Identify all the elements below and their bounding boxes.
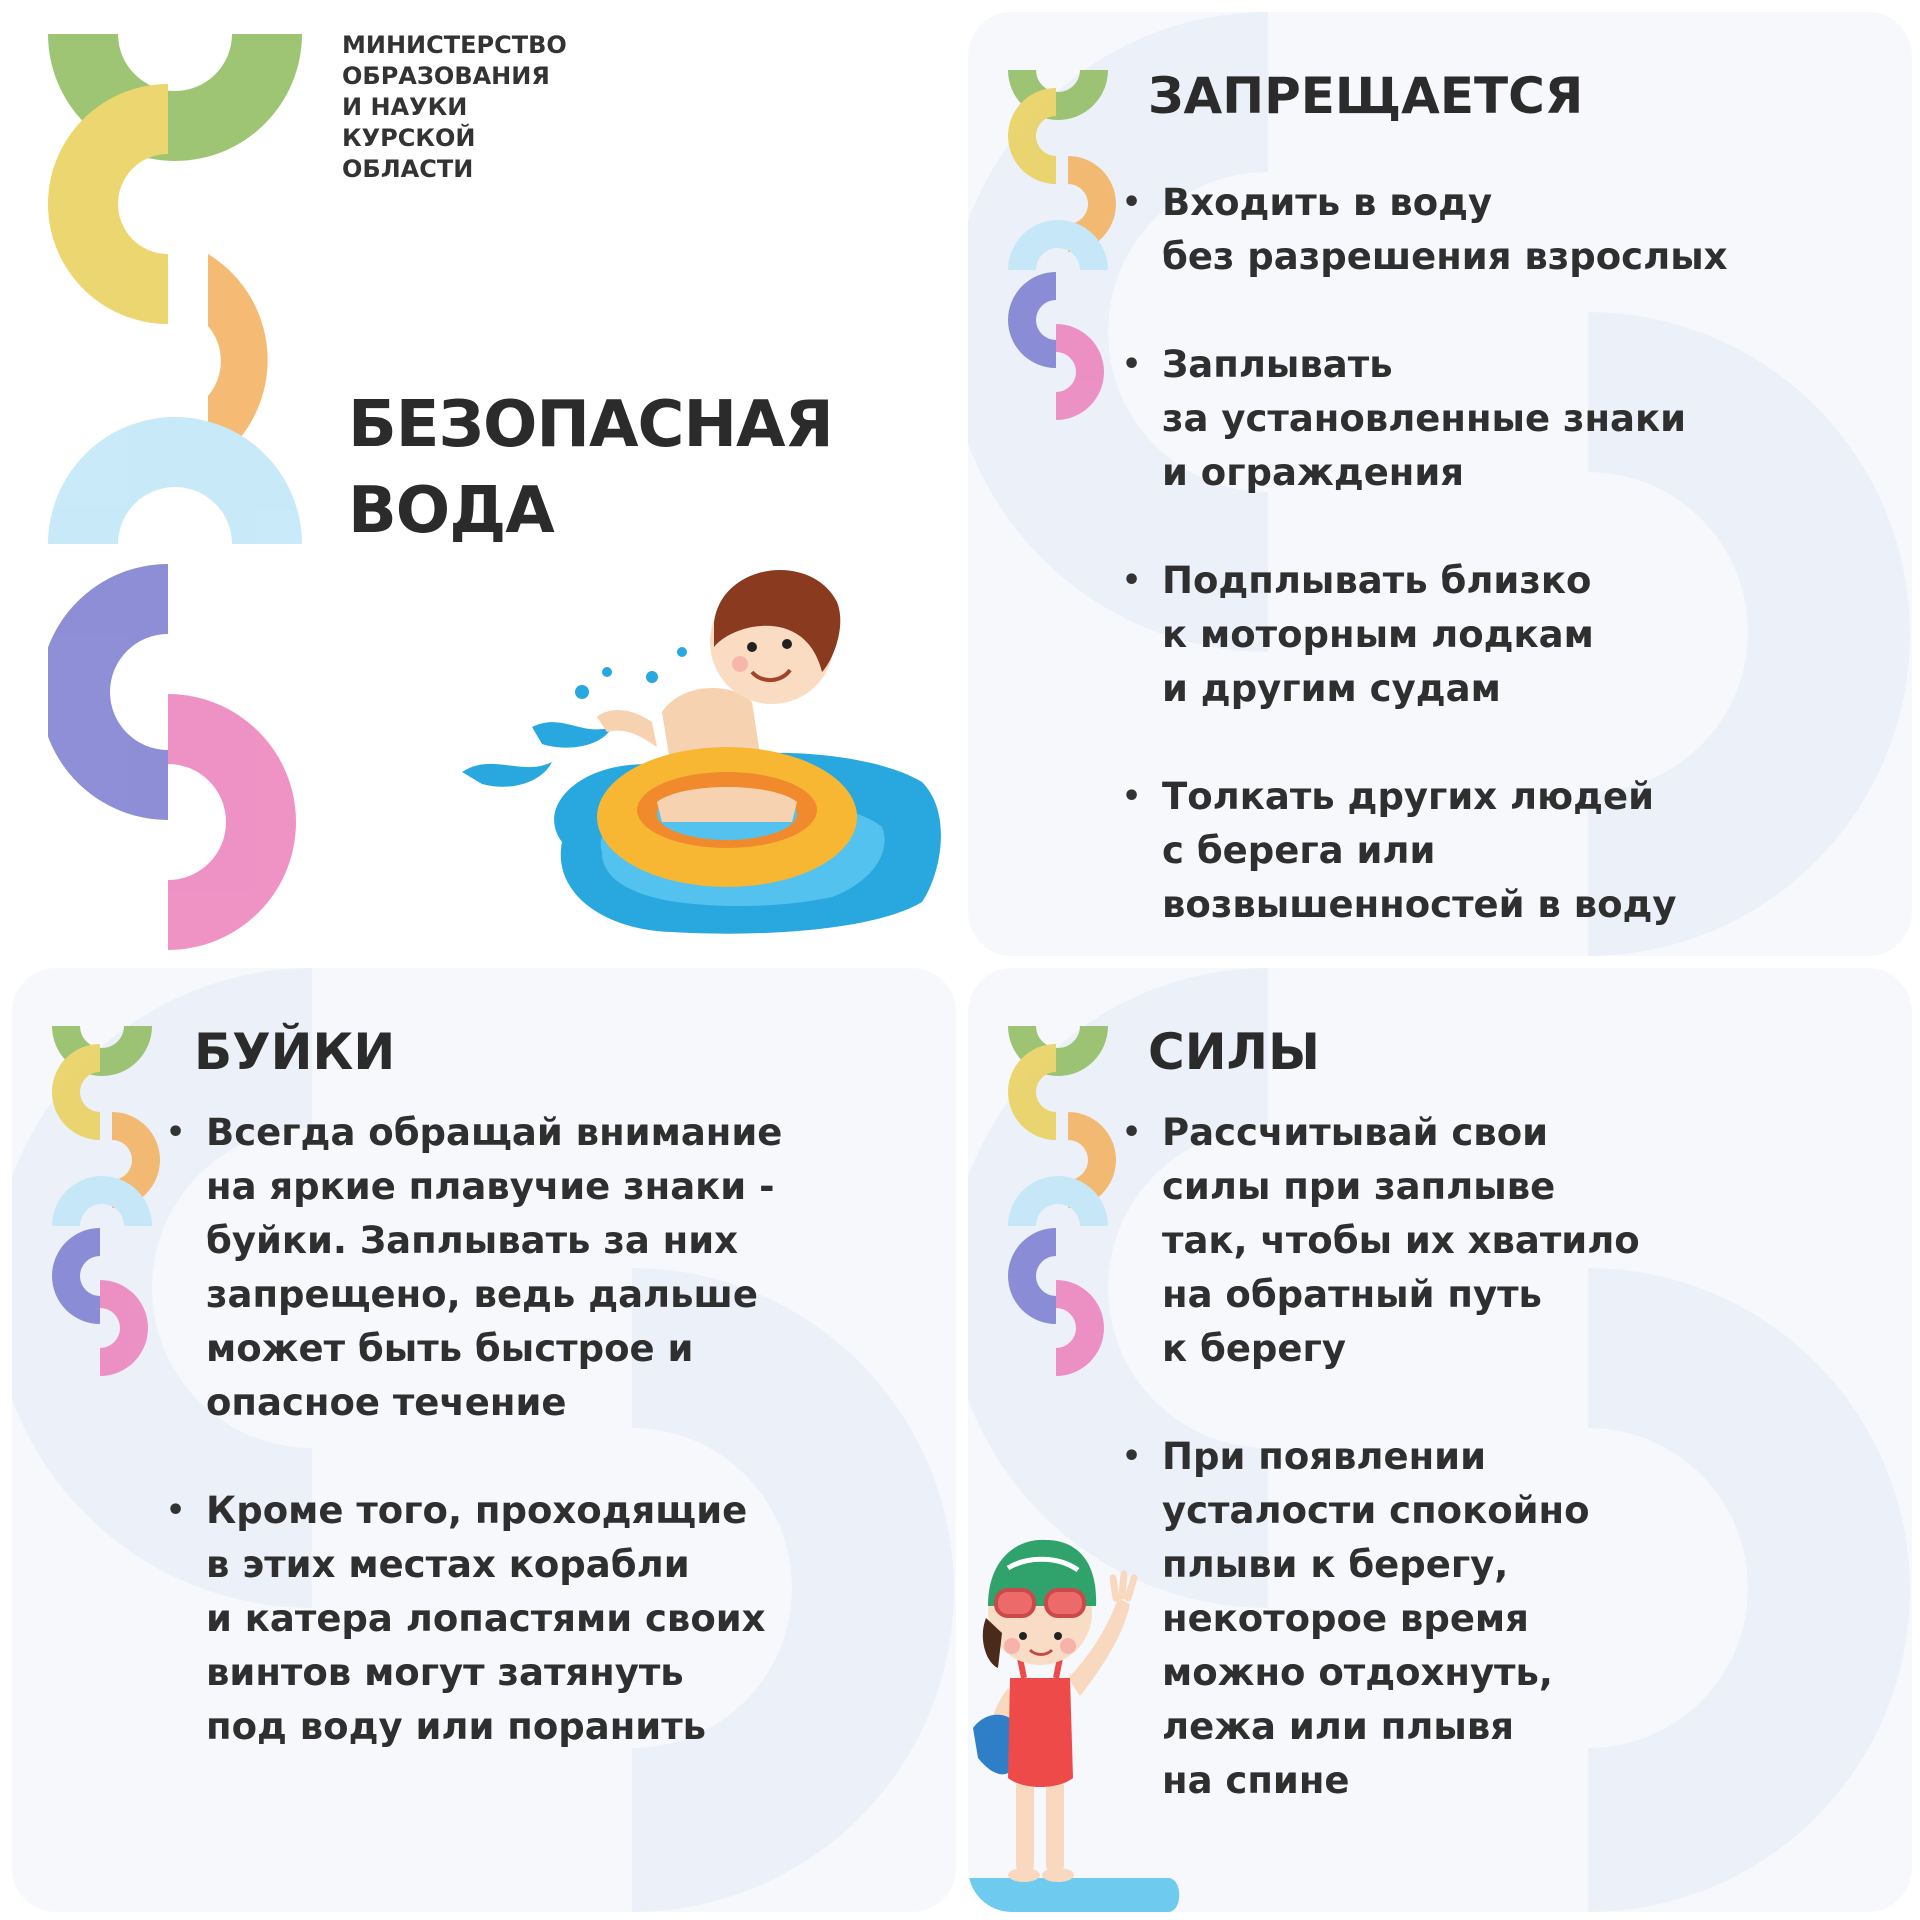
list-item: [1122, 1430, 1902, 1808]
ministry-line: ОБРАЗОВАНИЯ: [342, 62, 550, 90]
strength-card: [968, 968, 1912, 1912]
list-item-line: к моторным лодкам: [1162, 613, 1594, 656]
list-item-line: к берегу: [1162, 1327, 1346, 1370]
main-title-line: БЕЗОПАСНАЯ: [348, 388, 833, 462]
buoys-title: БУЙКИ: [194, 1023, 396, 1081]
list-item-line: лежа или плывя: [1162, 1705, 1514, 1748]
prohibited-card: [968, 12, 1912, 956]
list-item-line: может быть быстрое и: [206, 1327, 694, 1370]
main-title-line: ВОДА: [348, 474, 554, 548]
list-item-line: • Заплывать: [1162, 343, 1393, 386]
list-item-line: за установленные знаки: [1162, 397, 1687, 440]
buoys-card: [12, 968, 956, 1912]
title-card: [12, 12, 956, 956]
list-item-line: • Входить в воду: [1162, 181, 1493, 224]
ministry-line: КУРСКОЙ: [342, 124, 476, 152]
prohibited-list: [1122, 176, 1902, 956]
list-item-line: возвышенностей в воду: [1162, 883, 1677, 926]
ministry-line: И НАУКИ: [342, 93, 468, 121]
list-item-line: на спине: [1162, 1759, 1350, 1802]
list-item-line: и ограждения: [1162, 451, 1465, 494]
ministry-logo-icon: [48, 34, 318, 954]
list-item-line: на яркие плавучие знаки -: [206, 1165, 775, 1208]
list-item-line: буйки. Заплывать за них: [206, 1219, 739, 1262]
list-item: [1122, 770, 1902, 932]
list-item-line: некоторое время: [1162, 1597, 1529, 1640]
boy-swimming-icon: [452, 552, 952, 952]
list-item-line: под воду или поранить: [206, 1705, 707, 1748]
list-item-line: • Всегда обращай внимание: [206, 1111, 783, 1154]
list-item-line: плыви к берегу,: [1162, 1543, 1509, 1586]
list-item-line: с берега или: [1162, 829, 1436, 872]
list-item-line: силы при заплыве: [1162, 1165, 1556, 1208]
ministry-logo-icon: [1008, 70, 1118, 420]
list-item: [1122, 176, 1902, 284]
list-item-line: винтов могут затянуть: [206, 1651, 684, 1694]
list-item-line: опасное течение: [206, 1381, 567, 1424]
list-item-line: усталости спокойно: [1162, 1489, 1590, 1532]
list-item-line: и другим судам: [1162, 667, 1501, 710]
list-item-line: в этих местах корабли: [206, 1543, 690, 1586]
list-item-line: • При появлении: [1162, 1435, 1487, 1478]
list-item-line: запрещено, ведь дальше: [206, 1273, 758, 1316]
buoys-list: [166, 1106, 946, 1808]
list-item: [166, 1484, 946, 1754]
strength-title: СИЛЫ: [1148, 1023, 1320, 1081]
list-item-line: на обратный путь: [1162, 1273, 1542, 1316]
list-item-line: и катера лопастями своих: [206, 1597, 766, 1640]
list-item-line: • Кроме того, проходящие: [206, 1489, 748, 1532]
ministry-name: [342, 30, 642, 185]
list-item: [1122, 338, 1902, 500]
list-item-line: так, чтобы их хватило: [1162, 1219, 1640, 1262]
girl-swimmer-icon: [968, 1528, 1188, 1912]
prohibited-title: ЗАПРЕЩАЕТСЯ: [1148, 67, 1584, 125]
ministry-logo-icon: [52, 1026, 162, 1376]
ministry-logo-icon: [1008, 1026, 1118, 1376]
list-item: [166, 1106, 946, 1430]
ministry-line: ОБЛАСТИ: [342, 155, 474, 183]
ministry-line: МИНИСТЕРСТВО: [342, 31, 567, 59]
list-item: [1122, 554, 1902, 716]
main-title: [348, 382, 833, 554]
list-item-line: без разрешения взрослых: [1162, 235, 1728, 278]
list-item-line: можно отдохнуть,: [1162, 1651, 1553, 1694]
list-item-line: • Толкать других людей: [1162, 775, 1655, 818]
list-item: [1122, 1106, 1902, 1376]
strength-list: [1122, 1106, 1902, 1862]
list-item-line: • Подплывать близко: [1162, 559, 1592, 602]
list-item-line: • Рассчитывай свои: [1162, 1111, 1549, 1154]
